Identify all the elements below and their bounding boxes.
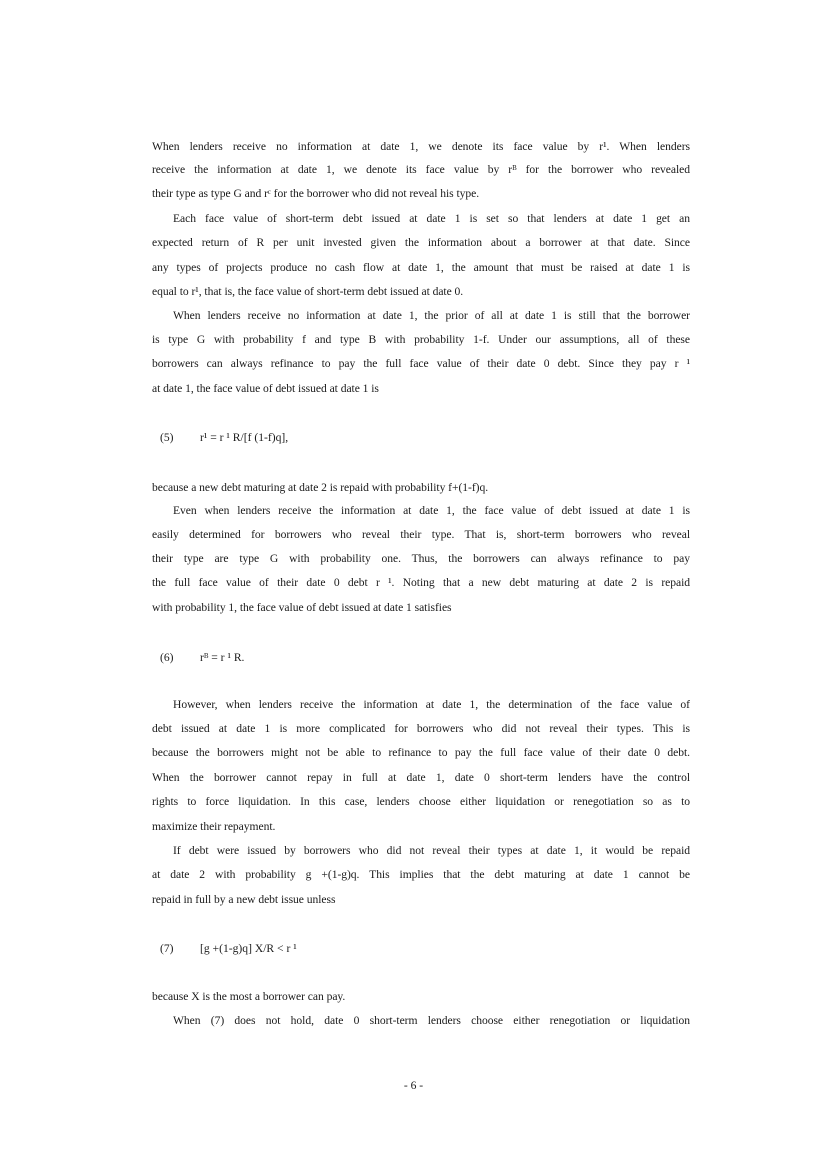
equation-7 <box>160 942 460 958</box>
text-line: the full face value of their date 0 debt r ¹. Noting that a new debt maturing at date 2 is repaid <box>152 576 690 589</box>
text-line: rights to force liquidation. In this case, lenders choose either liquidation or renegotiation so as to <box>152 795 690 808</box>
equation-6 <box>160 651 460 667</box>
equation-number: (6) <box>160 651 174 664</box>
text-line: When the borrower cannot repay in full at date 1, date 0 short-term lenders have the control <box>152 771 690 784</box>
page-number: - 6 - <box>403 1079 424 1092</box>
text-line: borrowers can always refinance to pay the full face value of their date 0 debt. Since they pay r ¹ <box>152 357 690 370</box>
text-line: their type are type G with probability one. Thus, the borrowers can always refinance to pay <box>152 552 690 565</box>
text-line: However, when lenders receive the information at date 1, the determination of the face value of <box>173 698 690 711</box>
text-line: If debt were issued by borrowers who did not reveal their types at date 1, it would be repaid <box>173 844 690 857</box>
text-line: because a new debt maturing at date 2 is repaid with probability f+(1-f)q. <box>152 481 489 494</box>
text-line: When (7) does not hold, date 0 short-term lenders choose either renegotiation or liquidation <box>173 1014 690 1027</box>
equation-body: r¹ = r ¹ R/[f (1-f)q], <box>200 431 289 444</box>
text-line: debt issued at date 1 is more complicated for borrowers who did not reveal their types. This is <box>152 722 690 735</box>
text-line: because X is the most a borrower can pay. <box>152 990 346 1003</box>
text-line: repaid in full by a new debt issue unless <box>152 893 336 906</box>
text-line: receive the information at date 1, we denote its face value by rᴮ for the borrower who revealed <box>152 163 690 176</box>
text-line: at date 1, the face value of debt issued at date 1 is <box>152 382 379 395</box>
text-line: is type G with probability f and type B with probability 1-f. Under our assumptions, all of these <box>152 333 690 346</box>
equation-body: rᴮ = r ¹ R. <box>200 651 245 664</box>
text-line: equal to r¹, that is, the face value of short-term debt issued at date 0. <box>152 285 464 298</box>
text-line: at date 2 with probability g +(1-g)q. This implies that the debt maturing at date 1 cannot be <box>152 868 690 881</box>
text-line: When lenders receive no information at date 1, we denote its face value by r¹. When lenders <box>152 140 690 153</box>
equation-number: (7) <box>160 942 174 955</box>
text-line: with probability 1, the face value of debt issued at date 1 satisfies <box>152 601 452 614</box>
equation-body: [g +(1-g)q] X/R < r ¹ <box>200 942 297 955</box>
text-line: Even when lenders receive the information at date 1, the face value of debt issued at date 1 is <box>173 504 690 517</box>
equation-number: (5) <box>160 431 174 444</box>
text-line: easily determined for borrowers who reveal their type. That is, short-term borrowers who reveal <box>152 528 690 541</box>
text-line: any types of projects produce no cash flow at date 1, the amount that must be raised at date 1 is <box>152 261 690 274</box>
equation-5 <box>160 431 460 447</box>
text-line: Each face value of short-term debt issued at date 1 is set so that lenders at date 1 get an <box>173 212 690 225</box>
text-line: their type as type G and rᶜ for the borrower who did not reveal his type. <box>152 187 480 200</box>
text-line: When lenders receive no information at date 1, the prior of all at date 1 is still that the borrower <box>173 309 690 322</box>
text-line: expected return of R per unit invested given the information about a borrower at that date. Since <box>152 236 690 249</box>
text-line: because the borrowers might not be able to refinance to pay the full face value of their date 0 debt. <box>152 746 690 759</box>
text-line: maximize their repayment. <box>152 820 276 833</box>
